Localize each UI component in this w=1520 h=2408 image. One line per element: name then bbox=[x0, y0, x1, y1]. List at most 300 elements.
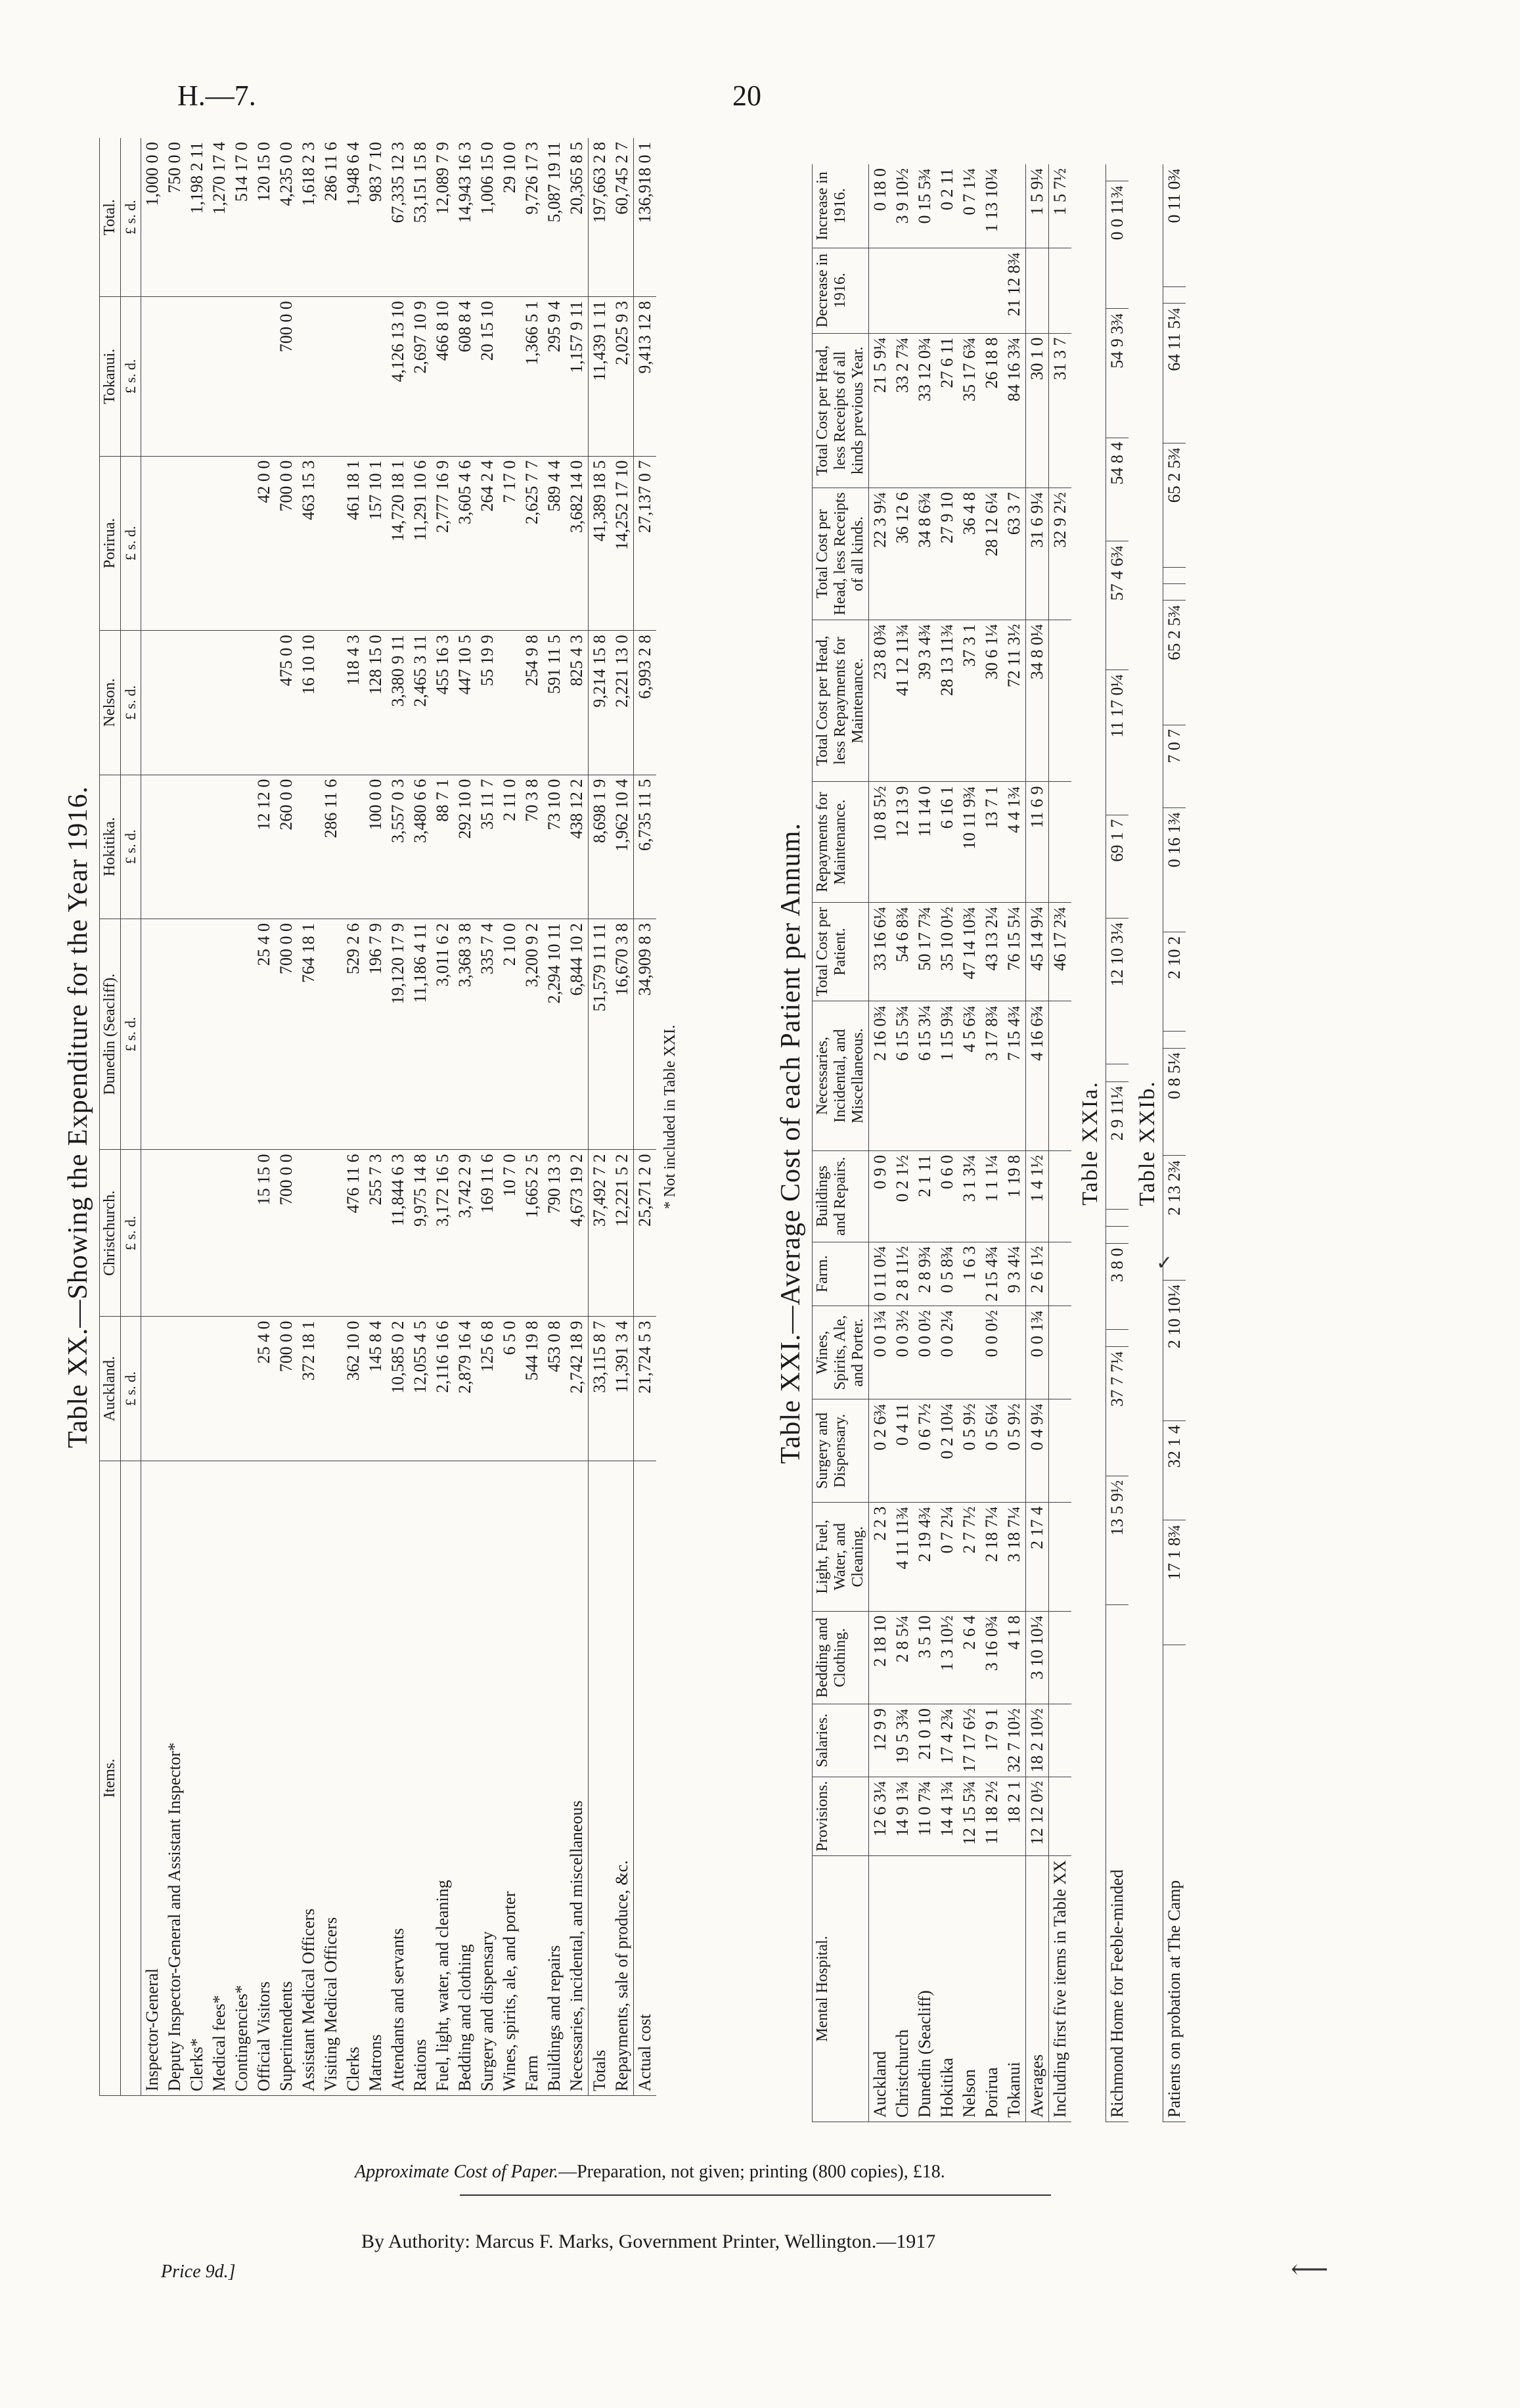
row-label: Visiting Medical Officers bbox=[320, 1461, 342, 2095]
table-row bbox=[521, 138, 543, 2096]
table-row bbox=[499, 138, 521, 2096]
cell-value: 2 18 7¼ bbox=[981, 1502, 1003, 1611]
cell-value: 33 2 7¾ bbox=[891, 333, 914, 488]
units-label: £ s. d. bbox=[121, 1317, 141, 1461]
units-label: £ s. d. bbox=[121, 775, 141, 919]
cell-value: 2 15 4¾ bbox=[981, 1242, 1003, 1306]
cell-value: 51,579 11 11 bbox=[589, 919, 612, 1149]
cell-value: 463 15 3 bbox=[298, 456, 320, 631]
cell-value bbox=[186, 297, 208, 456]
paper-cost-label: Approximate Cost of Paper. bbox=[355, 2162, 559, 2182]
cell-value: 286 11 6 bbox=[320, 138, 342, 297]
units-label: £ s. d. bbox=[121, 297, 141, 456]
cell-value bbox=[186, 1317, 208, 1461]
cell-value bbox=[1163, 1032, 1186, 1048]
cell-value: 35 10 0½ bbox=[936, 902, 958, 1001]
cell-value bbox=[141, 297, 164, 456]
cell-value: 264 2 4 bbox=[476, 456, 499, 631]
cell-value: 39 3 4¾ bbox=[914, 620, 936, 782]
cell-value: 84 16 3¾ bbox=[1003, 333, 1026, 488]
column-header: Total Cost per Patient. bbox=[813, 902, 869, 1001]
cell-value bbox=[141, 456, 164, 631]
column-header: Total Cost per Head, less Repayments for Maintenance. bbox=[813, 620, 869, 782]
cell-value bbox=[1049, 1001, 1072, 1151]
cell-value: 11 18 2½ bbox=[981, 1777, 1003, 1855]
row-label: Dunedin (Seacliff) bbox=[914, 1856, 936, 2122]
cell-value: 2 19 4¾ bbox=[914, 1502, 936, 1611]
cell-value: 0 0 0½ bbox=[981, 1306, 1003, 1399]
table-row bbox=[476, 138, 499, 2096]
cell-value: 2 6 4 bbox=[958, 1611, 981, 1704]
cell-value bbox=[186, 1150, 208, 1317]
cell-value: 2 6 1½ bbox=[1026, 1242, 1049, 1306]
cell-value bbox=[231, 297, 253, 456]
table-row bbox=[1049, 164, 1072, 2122]
cell-value: 10 8 5½ bbox=[869, 782, 892, 903]
cell-value: 11,391 3 4 bbox=[611, 1317, 634, 1461]
cell-value bbox=[208, 1150, 231, 1317]
cell-value: 65 2 5¾ bbox=[1163, 601, 1186, 725]
column-header: Provisions. bbox=[813, 1777, 869, 1855]
row-label: Inspector-General bbox=[141, 1461, 164, 2095]
column-header: Increase in 1916. bbox=[813, 164, 869, 248]
cell-value: 2 18 10 bbox=[869, 1611, 892, 1704]
cell-value: 1 6 3 bbox=[958, 1242, 981, 1306]
cell-value: 983 7 10 bbox=[365, 138, 387, 297]
cell-value: 19,120 17 9 bbox=[387, 919, 409, 1149]
cell-value: 100 0 0 bbox=[365, 775, 387, 919]
cell-value: 3 1 3¼ bbox=[958, 1150, 981, 1242]
cell-value bbox=[1106, 164, 1129, 181]
cell-value bbox=[164, 919, 186, 1149]
cell-value bbox=[141, 1317, 164, 1461]
cell-value: 12 13 9 bbox=[891, 782, 914, 903]
cell-value bbox=[164, 456, 186, 631]
row-label: Wines, spirits, ale, and porter bbox=[499, 1461, 521, 2095]
table-row bbox=[208, 138, 231, 2096]
row-label: Medical fees* bbox=[208, 1461, 231, 2095]
cell-value: 9,975 14 8 bbox=[409, 1150, 432, 1317]
cell-value: 16,670 3 8 bbox=[611, 919, 634, 1149]
cell-value bbox=[164, 1150, 186, 1317]
cell-value bbox=[186, 631, 208, 775]
cell-value: 372 18 1 bbox=[298, 1317, 320, 1461]
cell-value: 76 15 5¼ bbox=[1003, 902, 1026, 1001]
cell-value: 1,000 0 0 bbox=[141, 138, 164, 297]
table-row bbox=[936, 164, 958, 2122]
cell-value bbox=[231, 775, 253, 919]
cell-value: 33 16 6¼ bbox=[869, 902, 892, 1001]
cell-value: 21,724 5 3 bbox=[634, 1317, 657, 1461]
cell-value: 447 10 5 bbox=[454, 631, 476, 775]
cell-value: 14,720 18 1 bbox=[387, 456, 409, 631]
cell-value: 2 2 3 bbox=[869, 1502, 892, 1611]
cell-value: 145 8 4 bbox=[365, 1317, 387, 1461]
cell-value: 3 16 0¾ bbox=[981, 1611, 1003, 1704]
cell-value: 34 8 6¾ bbox=[914, 488, 936, 620]
table-row bbox=[891, 164, 914, 2122]
cell-value: 35 17 6¾ bbox=[958, 333, 981, 488]
cell-value: 12,089 7 9 bbox=[432, 138, 454, 297]
cell-value bbox=[936, 248, 958, 333]
cell-value bbox=[499, 631, 521, 775]
column-header: Dunedin (Seacliff). bbox=[100, 919, 121, 1149]
cell-value: 750 0 0 bbox=[164, 138, 186, 297]
column-header: Porirua. bbox=[100, 456, 121, 631]
cell-value: 0 2 10¼ bbox=[936, 1399, 958, 1503]
column-header: Farm. bbox=[813, 1242, 869, 1306]
cell-value: 3 9 10½ bbox=[891, 164, 914, 248]
table-xxi-body bbox=[869, 164, 1072, 2122]
cell-value: 1,006 15 0 bbox=[476, 138, 499, 297]
cell-value: 32 1 4 bbox=[1163, 1421, 1186, 1520]
cell-value: 28 12 6¼ bbox=[981, 488, 1003, 620]
cell-value: 2,742 18 9 bbox=[566, 1317, 589, 1461]
cell-value bbox=[164, 631, 186, 775]
cell-value: 2,025 9 3 bbox=[611, 297, 634, 456]
cell-value: 60,745 2 7 bbox=[611, 138, 634, 297]
cell-value: 591 11 5 bbox=[543, 631, 566, 775]
cell-value: 32 7 10½ bbox=[1003, 1704, 1026, 1777]
cell-value: 2,625 7 7 bbox=[521, 456, 543, 631]
cell-value: 14 4 1¾ bbox=[936, 1777, 958, 1855]
cell-value bbox=[253, 297, 275, 456]
table-row bbox=[320, 138, 342, 2096]
cell-value bbox=[1049, 782, 1072, 903]
row-label: Porirua bbox=[981, 1856, 1003, 2122]
cell-value: 4,126 13 10 bbox=[387, 297, 409, 456]
cell-value: 16 10 10 bbox=[298, 631, 320, 775]
cell-value: 27,137 0 7 bbox=[634, 456, 657, 631]
cell-value: 3,480 6 6 bbox=[409, 775, 432, 919]
cell-value: 2 8 5¼ bbox=[891, 1611, 914, 1704]
cell-value: 295 9 4 bbox=[543, 297, 566, 456]
cell-value bbox=[1049, 1777, 1072, 1855]
cell-value: 18 2 10½ bbox=[1026, 1704, 1049, 1777]
cell-value: 196 7 9 bbox=[365, 919, 387, 1149]
cell-value: 21 12 8¾ bbox=[1003, 248, 1026, 333]
cell-value: 11 0 7¾ bbox=[914, 1777, 936, 1855]
table-row bbox=[298, 138, 320, 2096]
cell-value: 17 17 6½ bbox=[958, 1704, 981, 1777]
row-label: Including first five items in Table XX bbox=[1049, 1856, 1072, 2122]
cell-value: 21 5 9¼ bbox=[869, 333, 892, 488]
cell-value: 54 6 8¾ bbox=[891, 902, 914, 1001]
cell-value: 36 4 8 bbox=[958, 488, 981, 620]
cell-value: 6,735 11 5 bbox=[634, 775, 657, 919]
column-header: Hokitika. bbox=[100, 775, 121, 919]
cell-value: 0 0 3½ bbox=[891, 1306, 914, 1399]
cell-value: 32 9 2½ bbox=[1049, 488, 1072, 620]
cell-value: 466 8 10 bbox=[432, 297, 454, 456]
cell-value bbox=[298, 1150, 320, 1317]
cell-value: 9,214 15 8 bbox=[589, 631, 612, 775]
cell-value: 26 18 8 bbox=[981, 333, 1003, 488]
cell-value bbox=[298, 297, 320, 456]
table-row bbox=[1163, 164, 1186, 2122]
cell-value bbox=[231, 456, 253, 631]
cell-value: 25 4 0 bbox=[253, 919, 275, 1149]
cell-value: 2,697 10 9 bbox=[409, 297, 432, 456]
cell-value bbox=[1106, 1210, 1129, 1227]
cell-value bbox=[342, 775, 365, 919]
cell-value: 1,366 5 1 bbox=[521, 297, 543, 456]
paper-cost-text: —Preparation, not given; printing (800 copies), £18. bbox=[558, 2162, 945, 2182]
cell-value bbox=[1049, 1611, 1072, 1704]
row-label: Totals bbox=[589, 1461, 612, 2095]
cell-value: 0 5 9½ bbox=[1003, 1399, 1026, 1503]
table-row bbox=[409, 138, 432, 2096]
cell-value: 608 8 4 bbox=[454, 297, 476, 456]
cell-value: 700 0 0 bbox=[275, 919, 298, 1149]
row-label: Richmond Home for Feeble-minded bbox=[1106, 1605, 1129, 2122]
cell-value: 11 14 0 bbox=[914, 782, 936, 903]
cell-value: 4 16 6¾ bbox=[1026, 1001, 1049, 1151]
cell-value: 12 12 0½ bbox=[1026, 1777, 1049, 1855]
cell-value: 11 6 9 bbox=[1026, 782, 1049, 903]
cell-value: 12,055 4 5 bbox=[409, 1317, 432, 1461]
table-row bbox=[958, 164, 981, 2122]
cell-value: 2 9 11¼ bbox=[1106, 1081, 1129, 1209]
cell-value: 118 4 3 bbox=[342, 631, 365, 775]
table-xxi-title: Table XXI.—Average Cost of each Patient per Annum. bbox=[776, 823, 806, 1464]
cell-value: 2 17 4 bbox=[1026, 1502, 1049, 1611]
cell-value: 33,115 8 7 bbox=[589, 1317, 612, 1461]
table-xxia-title: Table XXIa. bbox=[1078, 1081, 1102, 1206]
table-row bbox=[611, 138, 634, 2096]
blank-cell bbox=[121, 1461, 141, 2095]
cell-value: 34 8 0¼ bbox=[1026, 620, 1049, 782]
cell-value bbox=[186, 456, 208, 631]
cell-value: 12,221 5 2 bbox=[611, 1150, 634, 1317]
row-label: Official Visitors bbox=[253, 1461, 275, 2095]
cell-value: 19 5 3¾ bbox=[891, 1704, 914, 1777]
page-header-left: H.—7. bbox=[177, 80, 256, 112]
cell-value: 72 11 3½ bbox=[1003, 620, 1026, 782]
cell-value: 790 13 3 bbox=[543, 1150, 566, 1317]
cell-value bbox=[141, 631, 164, 775]
row-label: Fuel, light, water, and cleaning bbox=[432, 1461, 454, 2095]
cell-value: 9,413 12 8 bbox=[634, 297, 657, 456]
cell-value: 47 14 10¾ bbox=[958, 902, 981, 1001]
cell-value: 197,663 2 8 bbox=[589, 138, 612, 297]
cell-value bbox=[1106, 1064, 1129, 1081]
table-xx-header-row bbox=[100, 138, 121, 2096]
cell-value: 15 15 0 bbox=[253, 1150, 275, 1317]
cell-value bbox=[1106, 1330, 1129, 1347]
row-label: Repayments, sale of produce, &c. bbox=[611, 1461, 634, 2095]
cell-value: 34,909 8 3 bbox=[634, 919, 657, 1149]
cell-value: 0 7 1¼ bbox=[958, 164, 981, 248]
cell-value: 14 9 1¾ bbox=[891, 1777, 914, 1855]
table-xxi bbox=[775, 164, 1186, 2122]
cell-value: 0 5 9½ bbox=[958, 1399, 981, 1503]
units-label: £ s. d. bbox=[121, 631, 141, 775]
column-header: Bedding and Clothing. bbox=[813, 1611, 869, 1704]
cell-value: 2 13 2¾ bbox=[1163, 1156, 1186, 1280]
row-label: Tokanui bbox=[1003, 1856, 1026, 2122]
cell-value: 11,291 10 6 bbox=[409, 456, 432, 631]
cell-value: 2 16 0¾ bbox=[869, 1001, 892, 1151]
row-label: Matrons bbox=[365, 1461, 387, 2095]
cell-value: 1 3 10½ bbox=[936, 1611, 958, 1704]
column-header: Necessaries, Incidental, and Miscellaneous. bbox=[813, 1001, 869, 1151]
cell-value bbox=[1163, 584, 1186, 601]
cell-value bbox=[958, 1306, 981, 1399]
cell-value bbox=[1049, 1399, 1072, 1503]
row-label: Necessaries, incidental, and miscellaneous bbox=[566, 1461, 589, 2095]
row-label: Christchurch bbox=[891, 1856, 914, 2122]
row-label: Superintendents bbox=[275, 1461, 298, 2095]
cell-value bbox=[208, 919, 231, 1149]
cell-value: 43 13 2¼ bbox=[981, 902, 1003, 1001]
cell-value: 55 19 9 bbox=[476, 631, 499, 775]
table-row bbox=[275, 138, 298, 2096]
table-row bbox=[543, 138, 566, 2096]
column-header: Tokanui. bbox=[100, 297, 121, 456]
table-row bbox=[589, 138, 612, 2096]
cell-value: 0 0 2¼ bbox=[936, 1306, 958, 1399]
cell-value bbox=[1049, 248, 1072, 333]
cell-value: 54 9 3¾ bbox=[1106, 309, 1129, 438]
table-row bbox=[253, 138, 275, 2096]
cell-value: 3,368 3 8 bbox=[454, 919, 476, 1149]
cell-value: 2 8 11½ bbox=[891, 1242, 914, 1306]
units-label: £ s. d. bbox=[121, 919, 141, 1149]
cell-value: 20,365 8 5 bbox=[566, 138, 589, 297]
cell-value: 6,993 2 8 bbox=[634, 631, 657, 775]
cell-value: 0 11 0¾ bbox=[1163, 164, 1186, 286]
cell-value: 6 15 3¼ bbox=[914, 1001, 936, 1151]
cell-value bbox=[365, 297, 387, 456]
cell-value bbox=[298, 775, 320, 919]
column-header: Nelson. bbox=[100, 631, 121, 775]
table-row bbox=[914, 164, 936, 2122]
cell-value: 1,665 2 5 bbox=[521, 1150, 543, 1317]
cell-value bbox=[1049, 1242, 1072, 1306]
row-label: Attendants and servants bbox=[387, 1461, 409, 2095]
cell-value bbox=[1049, 1704, 1072, 1777]
row-label: Clerks* bbox=[186, 1461, 208, 2095]
cell-value: 12 12 0 bbox=[253, 775, 275, 919]
table-xxi-header-row bbox=[813, 164, 869, 2122]
cell-value: 6 16 1 bbox=[936, 782, 958, 903]
cell-value: 29 10 0 bbox=[499, 138, 521, 297]
cell-value: 700 0 0 bbox=[275, 1317, 298, 1461]
cell-value: 50 17 7¾ bbox=[914, 902, 936, 1001]
cell-value: 64 11 5¼ bbox=[1163, 304, 1186, 443]
cell-value: 3 17 8¾ bbox=[981, 1001, 1003, 1151]
cell-value: 3,605 4 6 bbox=[454, 456, 476, 631]
units-row bbox=[121, 138, 141, 2096]
cell-value: 11 17 0¼ bbox=[1106, 670, 1129, 815]
cell-value: 5,087 19 11 bbox=[543, 138, 566, 297]
cell-value: 18 2 1 bbox=[1003, 1777, 1026, 1855]
items-header: Items. bbox=[100, 1461, 121, 2095]
row-label: Patients on probation at The Camp bbox=[1163, 1645, 1186, 2122]
cell-value: 292 10 0 bbox=[454, 775, 476, 919]
row-label: Bedding and clothing bbox=[454, 1461, 476, 2095]
cell-value: 2 11 0 bbox=[499, 775, 521, 919]
cell-value: 46 17 2¾ bbox=[1049, 902, 1072, 1001]
row-label: Clerks bbox=[342, 1461, 365, 2095]
table-xxib-grid bbox=[1163, 164, 1186, 2122]
cell-value: 17 1 8¾ bbox=[1163, 1520, 1186, 1645]
cell-value: 10 7 0 bbox=[499, 1150, 521, 1317]
cell-value: 88 7 1 bbox=[432, 775, 454, 919]
cell-value: 2 10 0 bbox=[499, 919, 521, 1149]
cell-value: 0 8 5¼ bbox=[1163, 1048, 1186, 1156]
cell-value bbox=[1026, 248, 1049, 333]
cell-value bbox=[869, 248, 892, 333]
cell-value: 23 8 0¾ bbox=[869, 620, 892, 782]
table-row bbox=[869, 164, 892, 2122]
cell-value bbox=[320, 456, 342, 631]
cell-value bbox=[1049, 620, 1072, 782]
cell-value: 20 15 10 bbox=[476, 297, 499, 456]
cell-value: 2 7 7½ bbox=[958, 1502, 981, 1611]
cell-value: 31 3 7 bbox=[1049, 333, 1072, 488]
cell-value: 1,618 2 3 bbox=[298, 138, 320, 297]
cell-value: 69 1 7 bbox=[1106, 815, 1129, 918]
cell-value bbox=[958, 248, 981, 333]
cell-value bbox=[231, 1150, 253, 1317]
cell-value: 3,742 2 9 bbox=[454, 1150, 476, 1317]
cell-value: 1 19 8 bbox=[1003, 1150, 1026, 1242]
cell-value: 544 19 8 bbox=[521, 1317, 543, 1461]
row-label: Hokitika bbox=[936, 1856, 958, 2122]
cell-value: 514 17 0 bbox=[231, 138, 253, 297]
cell-value: 453 0 8 bbox=[543, 1317, 566, 1461]
cell-value: 10 11 9¾ bbox=[958, 782, 981, 903]
cell-value: 3 8 0 bbox=[1106, 1244, 1129, 1330]
cell-value: 2,879 16 4 bbox=[454, 1317, 476, 1461]
cell-value: 0 5 8¾ bbox=[936, 1242, 958, 1306]
column-header: Wines, Spirits, Ale, and Porter. bbox=[813, 1306, 869, 1399]
column-header: Mental Hospital. bbox=[813, 1856, 869, 2122]
cell-value: 475 0 0 bbox=[275, 631, 298, 775]
cell-value: 700 0 0 bbox=[275, 1150, 298, 1317]
cell-value: 41,389 18 5 bbox=[589, 456, 612, 631]
table-row bbox=[186, 138, 208, 2096]
cell-value: 700 0 0 bbox=[275, 297, 298, 456]
cell-value: 37 7 7¼ bbox=[1106, 1347, 1129, 1476]
cell-value: 3,200 9 2 bbox=[521, 919, 543, 1149]
cell-value: 4 4 1¾ bbox=[1003, 782, 1026, 903]
cell-value: 157 10 1 bbox=[365, 456, 387, 631]
cell-value: 2 8 9¾ bbox=[914, 1242, 936, 1306]
cell-value bbox=[891, 248, 914, 333]
cell-value: 0 2 11 bbox=[936, 164, 958, 248]
cell-value bbox=[320, 1150, 342, 1317]
cell-value: 825 4 3 bbox=[566, 631, 589, 775]
cell-value: 0 2 6¾ bbox=[869, 1399, 892, 1503]
cell-value: 7 0 7 bbox=[1163, 725, 1186, 807]
cell-value: 4 5 6¾ bbox=[958, 1001, 981, 1151]
cell-value: 0 0 0½ bbox=[914, 1306, 936, 1399]
cell-value bbox=[141, 775, 164, 919]
column-header: Salaries. bbox=[813, 1704, 869, 1777]
cell-value bbox=[164, 297, 186, 456]
cell-value bbox=[208, 631, 231, 775]
cell-value bbox=[208, 297, 231, 456]
units-label: £ s. d. bbox=[121, 138, 141, 297]
cell-value: 476 11 6 bbox=[342, 1150, 365, 1317]
table-xx-body bbox=[121, 138, 657, 2096]
column-header: Auckland. bbox=[100, 1317, 121, 1461]
cell-value: 128 15 0 bbox=[365, 631, 387, 775]
cell-value: 0 5 6¼ bbox=[981, 1399, 1003, 1503]
